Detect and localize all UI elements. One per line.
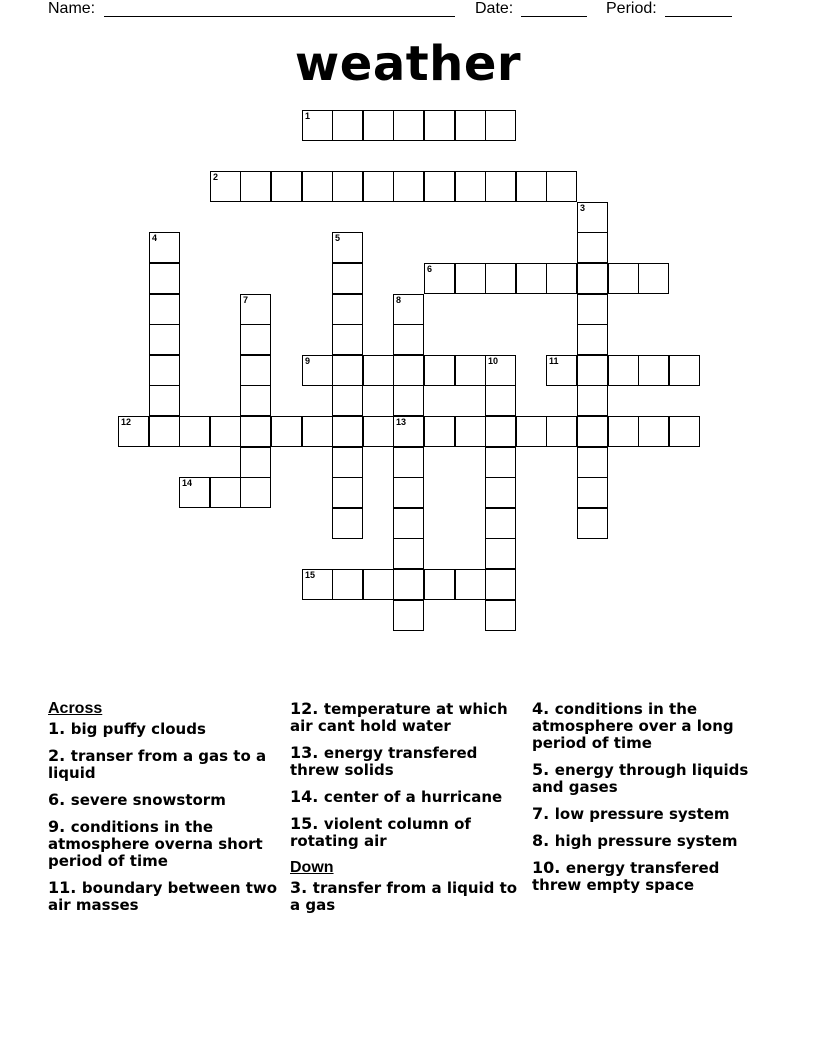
across-heading: Across bbox=[48, 700, 103, 717]
clue-item bbox=[290, 744, 520, 779]
puzzle-title: weather bbox=[294, 36, 522, 92]
grid-cell[interactable] bbox=[271, 171, 302, 202]
grid-cell[interactable] bbox=[638, 416, 669, 447]
grid-cell[interactable] bbox=[302, 110, 333, 141]
grid-cell[interactable] bbox=[516, 171, 547, 202]
clue-number: 4. bbox=[532, 699, 555, 718]
clue-text: boundary between two air masses bbox=[48, 879, 278, 914]
grid-cell[interactable] bbox=[210, 416, 241, 447]
cell-number: 8 bbox=[396, 295, 402, 305]
grid-cell[interactable] bbox=[240, 171, 271, 202]
clue-text: transer from a gas to a liquid bbox=[48, 747, 267, 782]
grid-cell[interactable] bbox=[485, 263, 516, 294]
clue-text: center of a hurricane bbox=[323, 788, 503, 806]
grid-cell[interactable] bbox=[332, 171, 363, 202]
grid-cell[interactable] bbox=[577, 477, 608, 508]
cell-number: 5 bbox=[335, 233, 341, 243]
grid-cell[interactable] bbox=[332, 110, 363, 141]
cell-number: 14 bbox=[182, 478, 193, 488]
grid-cell[interactable] bbox=[240, 355, 271, 386]
grid-cell[interactable] bbox=[546, 416, 577, 447]
cell-number: 15 bbox=[305, 570, 316, 580]
grid-cell[interactable] bbox=[485, 447, 516, 478]
grid-cell[interactable] bbox=[546, 355, 577, 386]
grid-cell[interactable] bbox=[516, 263, 547, 294]
clue-item bbox=[48, 791, 278, 809]
grid-cell[interactable] bbox=[577, 263, 608, 294]
grid-cell[interactable] bbox=[393, 569, 424, 600]
grid-cell[interactable] bbox=[546, 171, 577, 202]
cell-number: 11 bbox=[549, 356, 559, 366]
cell-number: 6 bbox=[427, 264, 433, 274]
grid-cell[interactable] bbox=[424, 569, 455, 600]
grid-cell[interactable] bbox=[638, 355, 669, 386]
grid-cell[interactable] bbox=[455, 416, 486, 447]
cell-number: 3 bbox=[580, 203, 586, 213]
grid-cell[interactable] bbox=[577, 324, 608, 355]
cell-number: 12 bbox=[121, 417, 132, 427]
clue-item bbox=[532, 761, 772, 796]
grid-cell[interactable] bbox=[179, 477, 210, 508]
grid-cell[interactable] bbox=[669, 355, 700, 386]
clue-item bbox=[290, 788, 520, 806]
cell-number: 4 bbox=[152, 233, 158, 243]
grid-cell[interactable] bbox=[240, 416, 271, 447]
grid-cell[interactable] bbox=[455, 569, 486, 600]
grid-cell[interactable] bbox=[424, 263, 455, 294]
clue-text: temperature at which air cant hold water bbox=[290, 700, 508, 735]
grid-cell[interactable] bbox=[608, 355, 639, 386]
grid-cell[interactable] bbox=[210, 171, 241, 202]
grid-cell[interactable] bbox=[485, 416, 516, 447]
grid-cell[interactable] bbox=[332, 324, 363, 355]
clue-number: 15. bbox=[290, 814, 324, 833]
grid-cell[interactable] bbox=[393, 110, 424, 141]
grid-cell[interactable] bbox=[393, 416, 424, 447]
down-heading: Down bbox=[290, 859, 334, 876]
grid-cell[interactable] bbox=[485, 600, 516, 631]
grid-cell[interactable] bbox=[393, 538, 424, 569]
grid-cell[interactable] bbox=[424, 416, 455, 447]
clue-number: 3. bbox=[290, 878, 313, 897]
grid-cell[interactable] bbox=[485, 477, 516, 508]
grid-cell[interactable] bbox=[455, 110, 486, 141]
grid-cell[interactable] bbox=[577, 202, 608, 233]
period-label: Period: bbox=[606, 0, 657, 17]
grid-cell[interactable] bbox=[638, 263, 669, 294]
clue-item bbox=[48, 720, 278, 738]
grid-cell[interactable] bbox=[302, 171, 333, 202]
grid-cell[interactable] bbox=[577, 355, 608, 386]
clue-item bbox=[48, 879, 278, 914]
clue-item bbox=[532, 805, 772, 823]
clue-text: severe snowstorm bbox=[70, 791, 226, 809]
grid-cell[interactable] bbox=[332, 447, 363, 478]
cell-number: 13 bbox=[396, 417, 407, 427]
grid-cell[interactable] bbox=[577, 294, 608, 325]
grid-cell[interactable] bbox=[424, 110, 455, 141]
clue-text: violent column of rotating air bbox=[290, 815, 471, 850]
grid-cell[interactable] bbox=[332, 263, 363, 294]
cell-number: 1 bbox=[305, 111, 311, 121]
grid-cell[interactable] bbox=[393, 477, 424, 508]
grid-cell[interactable] bbox=[424, 355, 455, 386]
clues-column-3 bbox=[532, 700, 772, 903]
grid-cell[interactable] bbox=[669, 416, 700, 447]
grid-cell[interactable] bbox=[485, 355, 516, 386]
grid-cell[interactable] bbox=[455, 171, 486, 202]
clue-text: big puffy clouds bbox=[70, 720, 206, 738]
grid-cell[interactable] bbox=[393, 385, 424, 416]
clues-column-1 bbox=[48, 700, 278, 923]
grid-cell[interactable] bbox=[393, 294, 424, 325]
grid-cell[interactable] bbox=[485, 538, 516, 569]
clue-number: 11. bbox=[48, 878, 82, 897]
grid-cell[interactable] bbox=[363, 110, 394, 141]
grid-cell[interactable] bbox=[332, 355, 363, 386]
grid-cell[interactable] bbox=[485, 508, 516, 539]
clue-item bbox=[290, 700, 520, 735]
clues-section bbox=[0, 700, 816, 1040]
grid-cell[interactable] bbox=[393, 324, 424, 355]
grid-cell[interactable] bbox=[485, 110, 516, 141]
grid-cell[interactable] bbox=[393, 508, 424, 539]
grid-cell[interactable] bbox=[485, 171, 516, 202]
grid-cell[interactable] bbox=[240, 294, 271, 325]
grid-cell[interactable] bbox=[455, 355, 486, 386]
grid-cell[interactable] bbox=[210, 477, 241, 508]
clue-text: transfer from a liquid to a gas bbox=[290, 879, 518, 914]
grid-cell[interactable] bbox=[332, 569, 363, 600]
cell-number: 2 bbox=[213, 172, 219, 182]
cell-number: 9 bbox=[305, 356, 311, 366]
clue-number: 6. bbox=[48, 790, 71, 809]
grid-cell[interactable] bbox=[546, 263, 577, 294]
clue-item bbox=[532, 700, 772, 752]
grid-cell[interactable] bbox=[608, 416, 639, 447]
clue-number: 5. bbox=[532, 760, 555, 779]
clue-number: 9. bbox=[48, 817, 71, 836]
grid-cell[interactable] bbox=[302, 416, 333, 447]
clue-text: energy transfered threw empty space bbox=[532, 859, 720, 894]
grid-cell[interactable] bbox=[149, 355, 180, 386]
grid-cell[interactable] bbox=[608, 263, 639, 294]
grid-cell[interactable] bbox=[363, 355, 394, 386]
grid-cell[interactable] bbox=[577, 385, 608, 416]
cell-number: 7 bbox=[243, 295, 249, 305]
clue-item bbox=[48, 818, 278, 870]
clue-number: 12. bbox=[290, 699, 324, 718]
clue-text: low pressure system bbox=[554, 805, 730, 823]
clue-number: 10. bbox=[532, 858, 566, 877]
grid-cell[interactable] bbox=[149, 263, 180, 294]
grid-cell[interactable] bbox=[485, 385, 516, 416]
grid-cell[interactable] bbox=[516, 416, 547, 447]
grid-cell[interactable] bbox=[332, 294, 363, 325]
cell-number: 10 bbox=[488, 356, 499, 366]
grid-cell[interactable] bbox=[240, 324, 271, 355]
grid-cell[interactable] bbox=[577, 416, 608, 447]
grid-cell[interactable] bbox=[302, 355, 333, 386]
clue-text: energy transfered threw solids bbox=[290, 744, 478, 779]
grid-cell[interactable] bbox=[149, 294, 180, 325]
grid-cell[interactable] bbox=[149, 416, 180, 447]
grid-cell[interactable] bbox=[577, 508, 608, 539]
clue-item bbox=[290, 815, 520, 850]
grid-cell[interactable] bbox=[118, 416, 149, 447]
clue-number: 1. bbox=[48, 719, 71, 738]
grid-cell[interactable] bbox=[332, 385, 363, 416]
clue-number: 8. bbox=[532, 831, 555, 850]
clue-text: energy through liquids and gases bbox=[532, 761, 749, 796]
clue-number: 2. bbox=[48, 746, 71, 765]
clue-text: conditions in the atmosphere over a long period of time bbox=[532, 700, 734, 752]
clue-item bbox=[290, 879, 520, 914]
grid-cell[interactable] bbox=[240, 477, 271, 508]
clue-text: high pressure system bbox=[554, 832, 738, 850]
grid-cell[interactable] bbox=[332, 508, 363, 539]
clues-column-2 bbox=[290, 700, 520, 923]
grid-cell[interactable] bbox=[393, 355, 424, 386]
clue-item bbox=[532, 832, 772, 850]
grid-cell[interactable] bbox=[332, 416, 363, 447]
grid-cell[interactable] bbox=[393, 447, 424, 478]
grid-cell[interactable] bbox=[424, 171, 455, 202]
grid-cell[interactable] bbox=[149, 324, 180, 355]
name-label: Name: bbox=[48, 0, 96, 17]
clue-item bbox=[48, 747, 278, 782]
clue-text: conditions in the atmosphere overna short period of time bbox=[48, 818, 263, 870]
grid-cell[interactable] bbox=[577, 232, 608, 263]
grid-cell[interactable] bbox=[240, 447, 271, 478]
clue-item bbox=[532, 859, 772, 894]
grid-cell[interactable] bbox=[363, 416, 394, 447]
clue-number: 14. bbox=[290, 787, 324, 806]
grid-cell[interactable] bbox=[363, 171, 394, 202]
clue-number: 7. bbox=[532, 804, 555, 823]
grid-cell[interactable] bbox=[393, 600, 424, 631]
grid-cell[interactable] bbox=[577, 447, 608, 478]
grid-cell[interactable] bbox=[332, 232, 363, 263]
grid-cell[interactable] bbox=[179, 416, 210, 447]
grid-cell[interactable] bbox=[485, 569, 516, 600]
grid-cell[interactable] bbox=[363, 569, 394, 600]
grid-cell[interactable] bbox=[240, 385, 271, 416]
clue-number: 13. bbox=[290, 743, 324, 762]
grid-cell[interactable] bbox=[271, 416, 302, 447]
grid-cell[interactable] bbox=[149, 385, 180, 416]
grid-cell[interactable] bbox=[302, 569, 333, 600]
grid-cell[interactable] bbox=[455, 263, 486, 294]
grid-cell[interactable] bbox=[393, 171, 424, 202]
grid-cell[interactable] bbox=[149, 232, 180, 263]
grid-cell[interactable] bbox=[332, 477, 363, 508]
date-label: Date: bbox=[475, 0, 514, 17]
